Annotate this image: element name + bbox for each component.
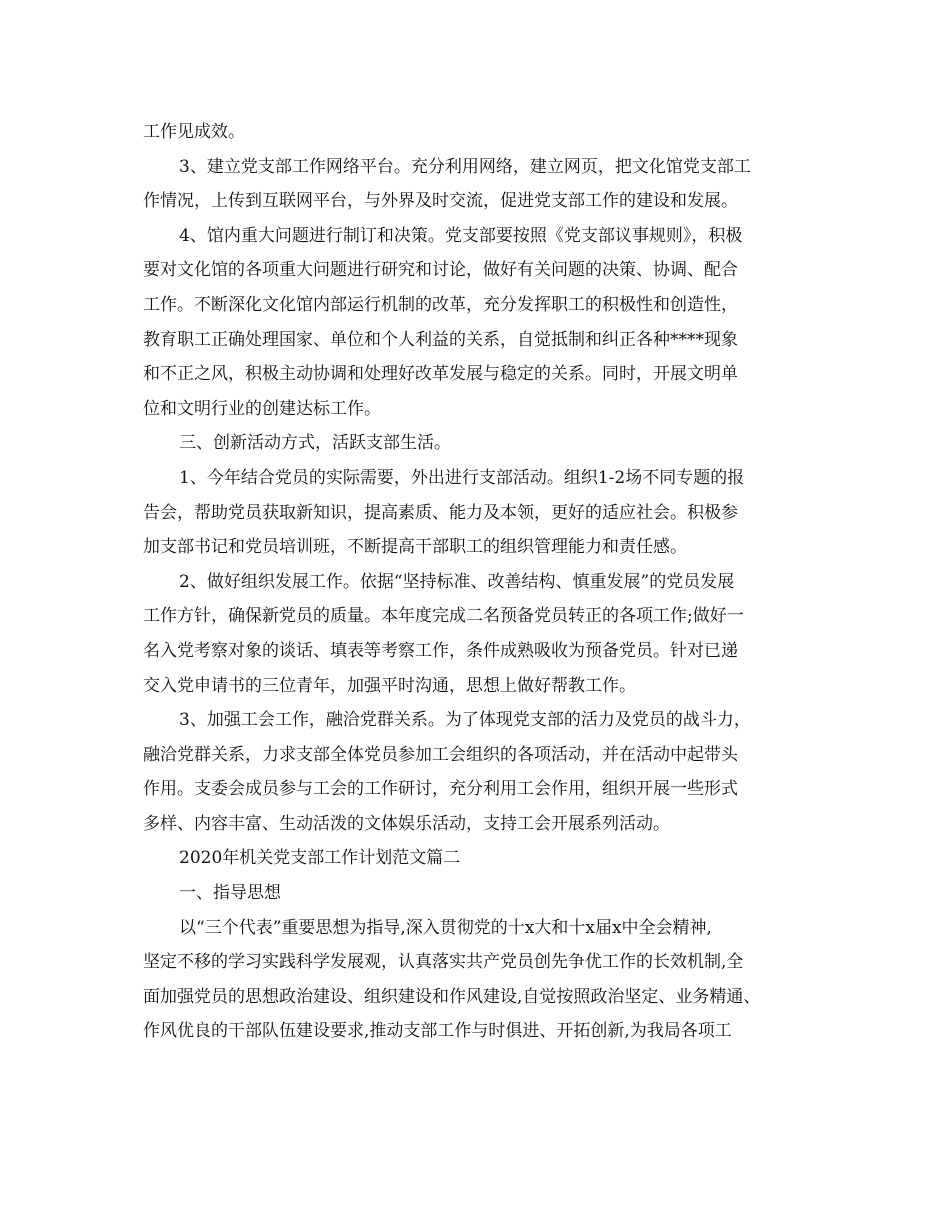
text-line: 作风优良的干部队伍建设要求,推动支部工作与时俱进、开拓创新,为我局各项工 [143, 1021, 732, 1042]
text-line: 教育职工正确处理国家、单位和个人利益的关系，自觉抵制和纠正各种****现象 [143, 329, 738, 350]
text-line: 交入党申请书的三位青年，加强平时沟通，思想上做好帮教工作。 [143, 675, 636, 696]
text-line: 位和文明行业的创建达标工作。 [143, 398, 381, 419]
text-line: 多样、内容丰富、生动活泼的文体娱乐活动，支持工会开展系列活动。 [143, 813, 670, 834]
text-line: 2、做好组织发展工作。依据“坚持标准、改善结构、慎重发展”的党员发展 [179, 571, 735, 592]
text-line: 1、今年结合党员的实际需要，外出进行支部活动。组织1-2场不同专题的报 [179, 467, 745, 488]
text-line: 融洽党群关系，力求支部全体党员参加工会组织的各项活动，并在活动中起带头 [143, 744, 738, 765]
text-line: 一、指导思想 [179, 883, 281, 904]
text-line: 4、馆内重大问题进行制订和决策。党支部要按照《党支部议事规则》，积极 [179, 225, 743, 246]
text-line: 三、创新活动方式，活跃支部生活。 [179, 433, 451, 454]
text-line: 3、加强工会工作，融洽党群关系。为了体现党支部的活力及党员的战斗力， [179, 710, 751, 731]
text-line: 和不正之风，积极主动协调和处理好改革发展与稳定的关系。同时，开展文明单 [143, 364, 738, 385]
text-line: 工作方针，确保新党员的质量。本年度完成二名预备党员转正的各项工作;做好一 [143, 606, 744, 627]
text-line: 作用。支委会成员参与工会的工作研讨，充分利用工会作用，组织开展一些形式 [143, 779, 738, 800]
text-line: 面加强党员的思想政治建设、组织建设和作风建设,自觉按照政治坚定、业务精通、 [143, 986, 761, 1007]
text-line: 要对文化馆的各项重大问题进行研究和讨论，做好有关问题的决策、协调、配合 [143, 260, 738, 281]
text-line: 工作见成效。 [143, 122, 245, 142]
text-line: 名入党考察对象的谈话、填表等考察工作，条件成熟吸收为预备党员。针对已递 [143, 640, 738, 661]
text-line: 告会，帮助党员获取新知识，提高素质、能力及本领，更好的适应社会。积极参 [143, 502, 738, 523]
text-line: 加支部书记和党员培训班，不断提高干部职工的组织管理能力和责任感。 [143, 537, 687, 558]
text-line: 作情况，上传到互联网平台，与外界及时交流，促进党支部工作的建设和发展。 [143, 191, 738, 212]
text-line: 3、建立党支部工作网络平台。充分利用网络，建立网页，把文化馆党支部工 [179, 156, 751, 177]
document-body [143, 115, 823, 1049]
text-line: 工作。不断深化文化馆内部运行机制的改革，充分发挥职工的积极性和创造性， [143, 294, 738, 315]
text-line: 2020年机关党支部工作计划范文篇二 [179, 848, 461, 869]
text-line: 坚定不移的学习实践科学发展观，认真落实共产党员创先争优工作的长效机制,全 [143, 952, 744, 973]
text-line: 以“三个代表”重要思想为指导,深入贯彻党的十x大和十x届x中全会精神, [179, 917, 712, 938]
